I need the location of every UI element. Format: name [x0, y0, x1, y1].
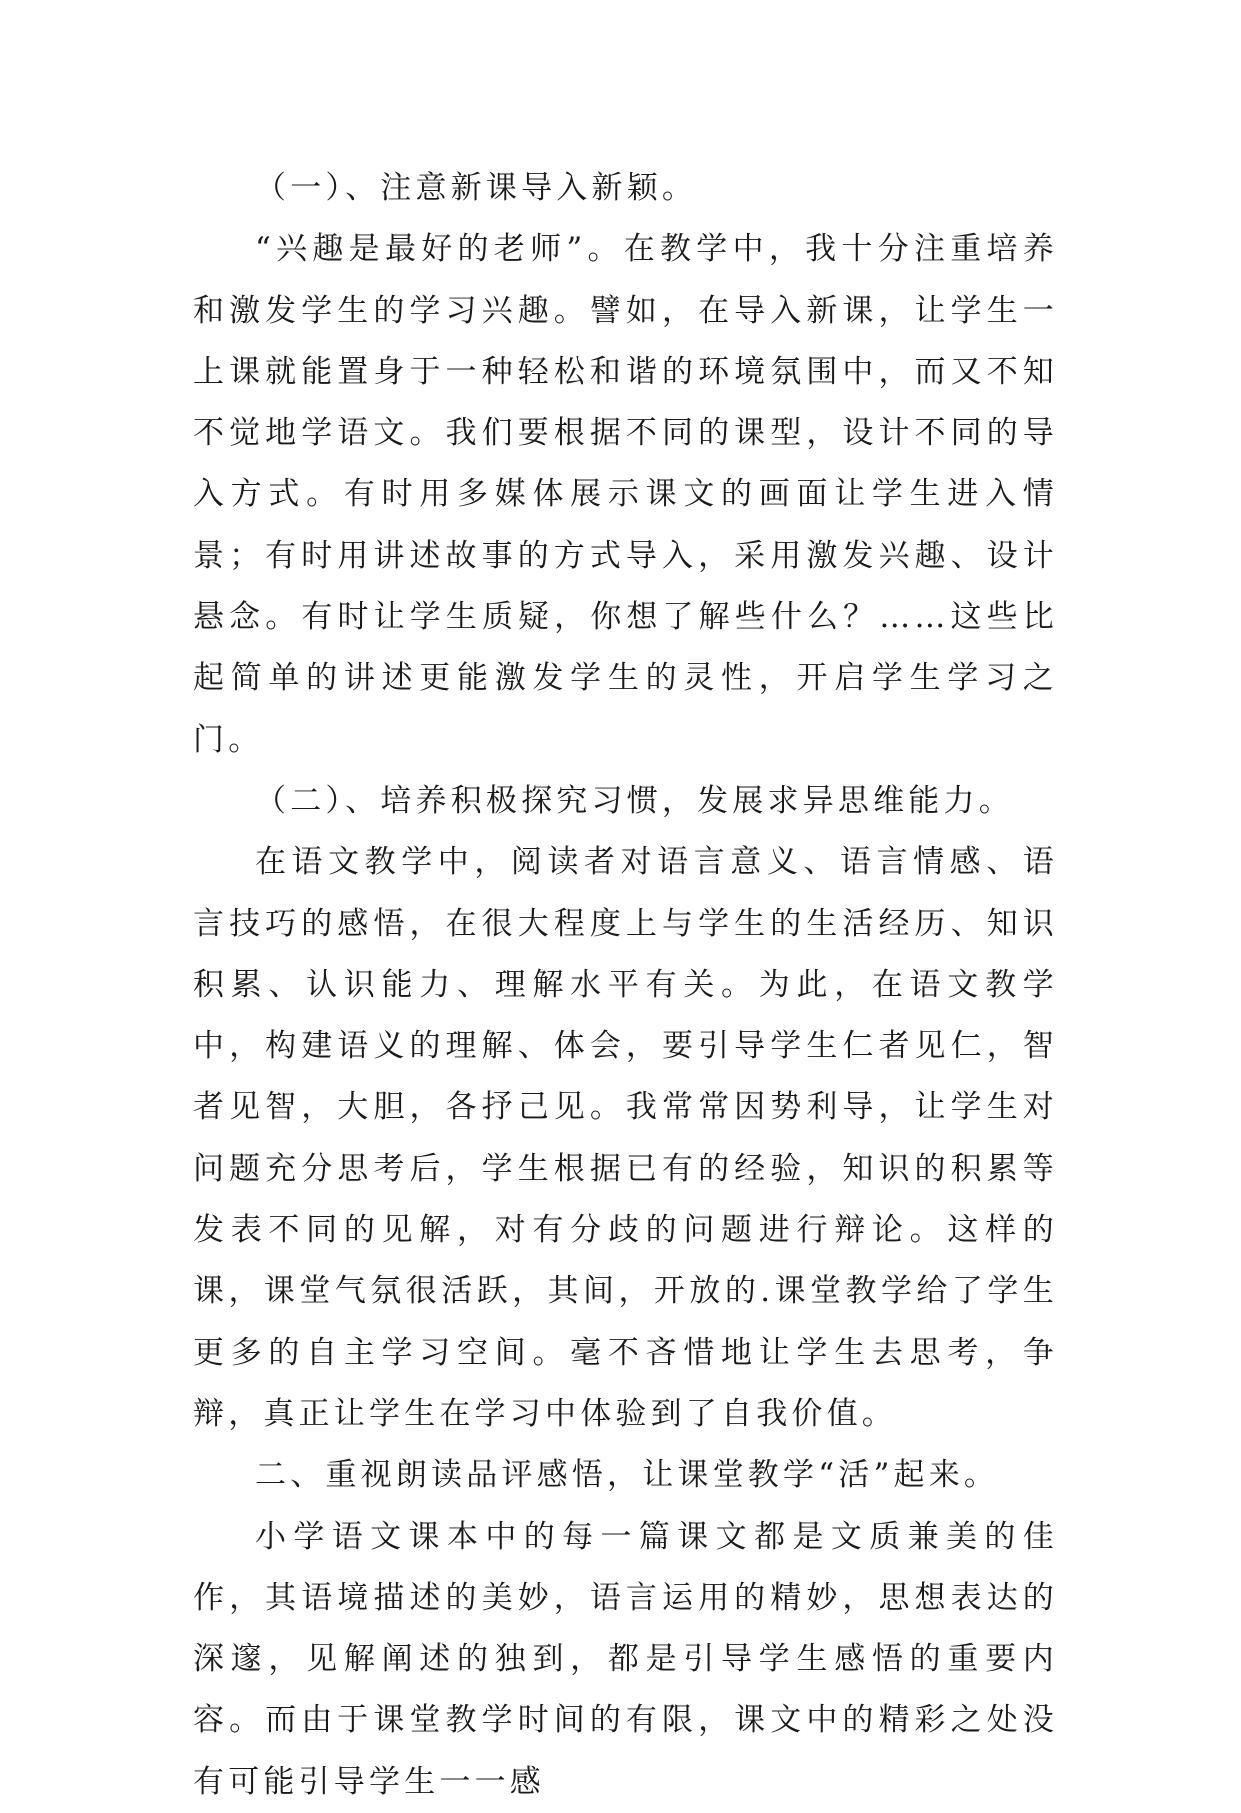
heading-reading-aloud: 二、重视朗读品评感悟，让课堂教学“活”起来。 [255, 1457, 1000, 1494]
subheading-new-lesson-intro: （一）、注意新课导入新颖。 [255, 170, 698, 206]
paragraph-textbook-essays: 小学语文课本中的每一篇课文都是文质兼美的佳作，其语境描述的美妙，语言运用的精妙，思想表达的深邃，见解阐述的独到，都是引导学生感悟的重要内容。而由于课堂教学时间的有限，课文中的精彩之处没有可能引导学生一一感 [193, 1518, 1058, 1800]
document-body [193, 158, 1058, 1813]
subheading-exploration-habits: （二）、培养积极探究习惯，发展求异思维能力。 [255, 782, 1014, 819]
paragraph-reading-perception: 在语文教学中，阅读者对语言意义、语言情感、语言技巧的感悟，在很大程度上与学生的生活经历、知识积累、认识能力、理解水平有关。为此，在语文教学中，构建语义的理解、体会，要引导学生仁者见仁，智者见智，大胆，各抒己见。我常常因势利导，让学生对问题充分思考后，学生根据已有的经验，知识的积累等发表不同的见解，对有分歧的问题进行辩论。这样的课，课堂气氛很活跃，其间，开放的.课堂教学给了学生更多的自主学习空间。毫不吝惜地让学生去思考，争辩，真正让学生在学习中体验到了自我价值。 [193, 844, 1058, 1432]
paragraph-interest: “兴趣是最好的老师”。在教学中，我十分注重培养和激发学生的学习兴趣。譬如，在导入新课，让学生一上课就能置身于一种轻松和谐的环境氛围中，而又不知不觉地学语文。我们要根据不同的课型，设计不同的导入方式。有时用多媒体展示课文的画面让学生进入情景；有时用讲述故事的方式导入，采用激发兴趣、设计悬念。有时让学生质疑，你想了解些什么？……这些比起简单的讲述更能激发学生的灵性，开启学生学习之门。 [193, 231, 1058, 758]
